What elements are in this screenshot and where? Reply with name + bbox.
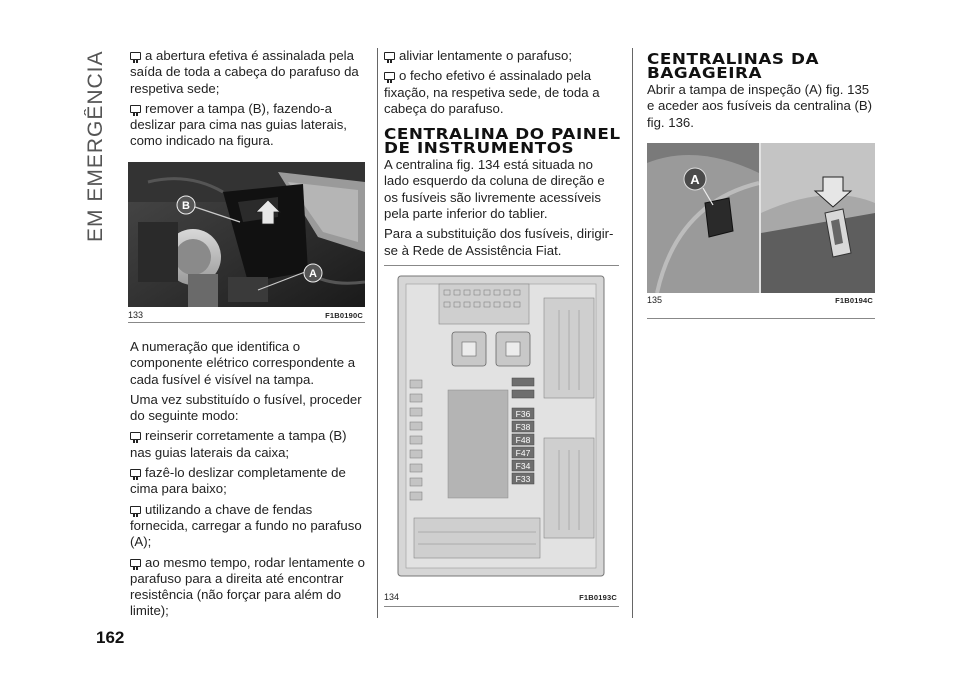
bullet-icon (384, 52, 395, 60)
column-1-bottom (130, 339, 365, 624)
bullet-icon (130, 105, 141, 113)
list-item: o fecho efetivo é assinalado pela fixação, na respetiva sede, de toda a cabeça do parafuso. (384, 68, 600, 116)
section-side-title: EM EMERGÊNCIA (84, 50, 107, 242)
list-item: aliviar lentamente o parafuso; (384, 48, 619, 64)
paragraph: A centralina fig. 134 está situada no lado esquerdo da coluna de direção e os fusíveis são livremente acessíveis pela parte inferior do tablier. (384, 157, 605, 222)
figure-divider (647, 318, 875, 319)
dashboard-fuse-box-diagram (384, 270, 619, 590)
callout-a-label: A (690, 172, 700, 187)
figure-number: 135 (647, 295, 663, 305)
column-2 (384, 48, 619, 263)
callout-b-label: B (182, 200, 190, 212)
list-item: fazê-lo deslizar completamente de cima para baixo; (130, 465, 346, 497)
paragraph: Abrir a tampa de inspeção (A) fig. 135 e aceder aos fusíveis da centralina (B) fig. 136. (647, 82, 873, 130)
column-divider (632, 48, 633, 618)
figure-code: F1B0194C (835, 296, 873, 305)
fuse-label: F33 (515, 474, 531, 484)
section-heading: CENTRALINA DO PAINEL DE INSTRUMENTOS (384, 125, 621, 158)
column-divider (377, 48, 378, 618)
trunk-inspection-cover-photo (647, 143, 875, 293)
list-item: a abertura efetiva é assinalada pela saída de toda a cabeça do parafuso da respetiva sede; (130, 48, 359, 96)
fuse-label: F47 (515, 448, 531, 458)
list-item: remover a tampa (B), fazendo-a deslizar para cima nas guias laterais, como indicado na figura. (130, 100, 347, 149)
figure-code: F1B0190C (325, 311, 363, 320)
figure-134 (384, 270, 619, 602)
bullet-icon (130, 469, 141, 477)
list-item: utilizando a chave de fendas fornecida, carregar a fundo no parafuso (A); (130, 501, 362, 550)
figure-code: F1B0193C (579, 593, 617, 602)
column-3 (647, 52, 875, 135)
fuse-label: F48 (515, 435, 531, 445)
page-number: 162 (96, 628, 125, 647)
figure-135 (647, 143, 875, 305)
figure-divider (384, 606, 619, 607)
figure-number: 134 (384, 592, 400, 602)
bullet-icon (130, 559, 141, 567)
bullet-icon (384, 72, 395, 80)
paragraph: Uma vez substituído o fusível, proceder do seguinte modo: (130, 391, 362, 424)
list-item: reinserir corretamente a tampa (B) nas guias laterais da caixa; (130, 428, 347, 460)
bullet-icon (130, 52, 141, 60)
fuse-label: F38 (515, 422, 531, 432)
bullet-icon (130, 432, 141, 440)
figure-divider (128, 322, 365, 323)
fuse-label: F34 (515, 461, 531, 471)
list-item: ao mesmo tempo, rodar lentamente o parafuso para a direita até encontrar resistência (não forçar para além do limite); (130, 554, 365, 619)
paragraph: A numeração que identifica o componente elétrico correspondente a cada fusível é visível na tampa. (130, 339, 356, 387)
figure-number: 133 (128, 310, 144, 320)
callout-a-label: A (309, 268, 317, 280)
fuse-label: F36 (515, 409, 531, 419)
paragraph: Para a substituição dos fusíveis, dirigir-se à Rede de Assistência Fiat. (384, 226, 614, 258)
figure-divider (384, 265, 619, 266)
fuse-box-cover-photo (128, 162, 365, 307)
column-1 (130, 48, 365, 154)
figure-133 (128, 162, 365, 320)
section-heading: CENTRALINAS DA BAGAGEIRA (647, 50, 820, 82)
bullet-icon (130, 506, 141, 514)
